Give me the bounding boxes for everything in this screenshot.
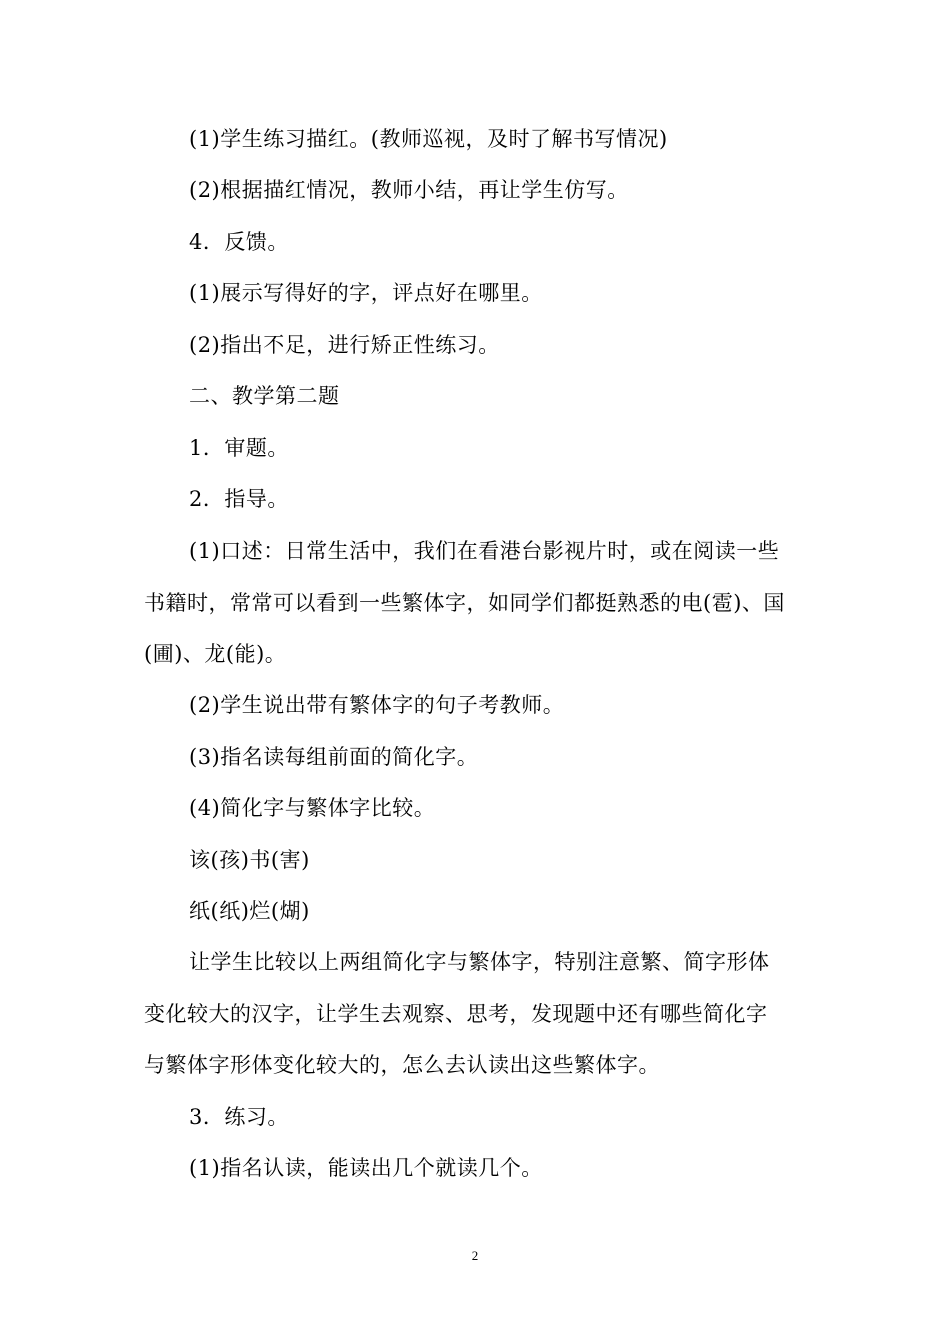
- text-line: 该(孩)书(害): [189, 848, 310, 872]
- text-line: 变化较大的汉字，让学生去观察、思考，发现题中还有哪些简化字: [144, 1002, 768, 1026]
- text-line: 4．反馈。: [189, 230, 289, 254]
- page-number: 2: [471, 1248, 479, 1263]
- text-line: 1．审题。: [189, 436, 289, 460]
- text-line: (1)展示写得好的字，评点好在哪里。: [189, 281, 543, 305]
- text-line: 书籍时，常常可以看到一些繁体字，如同学们都挺熟悉的电(雹)、国: [144, 591, 785, 615]
- text-line: (1)口述：日常生活中，我们在看港台影视片时，或在阅读一些: [189, 539, 780, 563]
- text-line: (4)简化字与繁体字比较。: [189, 796, 436, 820]
- text-line: (2)指出不足，进行矫正性练习。: [189, 333, 500, 357]
- text-line: 让学生比较以上两组简化字与繁体字，特别注意繁、简字形体: [189, 950, 770, 974]
- text-line: 2．指导。: [189, 487, 289, 511]
- text-line: (3)指名读每组前面的简化字。: [189, 745, 479, 769]
- text-line: (2)根据描红情况，教师小结，再让学生仿写。: [189, 178, 629, 202]
- text-line: 纸(纸)烂(煳): [189, 899, 310, 923]
- text-line: 与繁体字形体变化较大的，怎么去认读出这些繁体字。: [144, 1053, 660, 1077]
- text-line: (1)学生练习描红。(教师巡视，及时了解书写情况): [189, 127, 668, 151]
- section-heading: 二、教学第二题: [189, 384, 340, 408]
- text-line: 3．练习。: [189, 1105, 289, 1129]
- text-line: (1)指名认读，能读出几个就读几个。: [189, 1156, 543, 1180]
- text-line: (2)学生说出带有繁体字的句子考教师。: [189, 693, 565, 717]
- text-line: (圃)、龙(能)。: [144, 642, 287, 666]
